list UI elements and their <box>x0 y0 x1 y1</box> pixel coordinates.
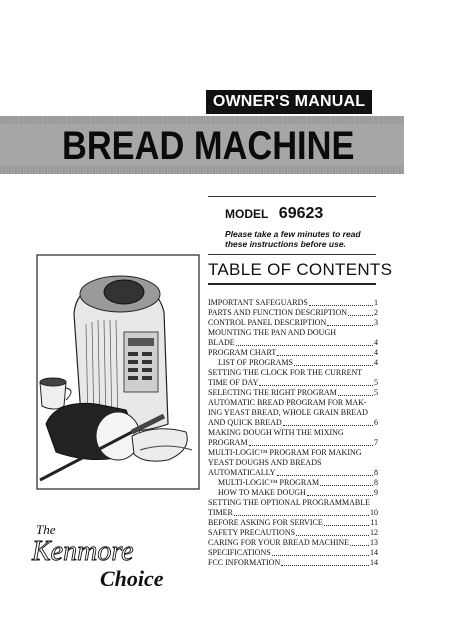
leader-dots <box>309 305 373 306</box>
toc-page-number: 14 <box>370 558 378 567</box>
toc-page-number: 5 <box>374 388 378 397</box>
toc-entry <box>208 488 378 498</box>
toc-entry-title: FCC INFORMATION <box>208 558 281 567</box>
toc-entry <box>208 308 378 318</box>
model-line <box>225 205 323 223</box>
toc-page-number: 7 <box>374 438 378 447</box>
leader-dots <box>324 525 370 526</box>
toc-entry-title: SPECIFICATIONS <box>208 548 271 557</box>
leader-dots <box>234 515 369 516</box>
toc-entry <box>208 528 378 538</box>
toc-entry-title: PROGRAM <box>208 438 248 447</box>
toc-entry-title: AND QUICK BREAD <box>208 418 282 427</box>
toc-entry <box>208 348 378 358</box>
model-number: 69623 <box>278 205 324 222</box>
toc-entry-title: SETTING THE CLOCK FOR THE CURRENT <box>208 368 363 377</box>
toc-page-number: 8 <box>374 478 378 487</box>
leader-dots <box>283 425 373 426</box>
toc-entry <box>208 318 378 328</box>
toc-page-number: 11 <box>370 518 378 527</box>
owners-manual-banner: OWNER'S MANUAL <box>206 90 372 114</box>
toc-page-number: 4 <box>374 358 378 367</box>
logo-brand: Kenmore <box>32 536 134 567</box>
toc-entry <box>208 538 378 548</box>
intro-note: Please take a few minutes to read these instructions before use. <box>225 229 361 249</box>
leader-dots <box>350 545 369 546</box>
logo-choice: Choice <box>100 566 164 591</box>
toc-entry-title: ING YEAST BREAD, WHOLE GRAIN BREAD <box>208 408 368 417</box>
toc-page-number: 10 <box>370 508 378 517</box>
toc-page-number: 3 <box>374 318 378 327</box>
bread-machine-illustration-icon <box>36 254 200 490</box>
leader-dots <box>236 345 373 346</box>
toc-page-number: 2 <box>374 308 378 317</box>
toc-page-number: 9 <box>374 488 378 497</box>
toc-entry <box>208 518 378 528</box>
toc-entry-title: PARTS AND FUNCTION DESCRIPTION <box>208 308 348 317</box>
toc-entry-title: PROGRAM CHART <box>208 348 277 357</box>
toc-entry <box>208 548 378 558</box>
toc-entry-title: LIST OF PROGRAMS <box>218 358 293 367</box>
toc-page-number: 14 <box>370 548 378 557</box>
toc-entry-title: TIMER <box>208 508 233 517</box>
leader-dots <box>294 365 373 366</box>
leader-dots <box>277 355 373 356</box>
toc-entry-title: YEAST DOUGHS AND BREADS <box>208 458 322 467</box>
toc-entry-title: BLADE <box>208 338 235 347</box>
leader-dots <box>338 395 373 396</box>
toc-entry-title: MULTI-LOGIC™ PROGRAM <box>218 478 320 487</box>
leader-dots <box>277 475 374 476</box>
leader-dots <box>307 495 373 496</box>
toc-entry-title: SAFETY PRECAUTIONS <box>208 528 296 537</box>
logo-the: The <box>36 522 56 537</box>
leader-dots <box>259 385 373 386</box>
leader-dots <box>272 555 369 556</box>
toc-page-number: 4 <box>374 338 378 347</box>
toc-entry-title: BEFORE ASKING FOR SERVICE <box>208 518 323 527</box>
toc-entry-title: CONTROL PANEL DESCRIPTION <box>208 318 327 327</box>
leader-dots <box>348 315 373 316</box>
leader-dots <box>296 535 369 536</box>
toc-entry <box>208 428 378 448</box>
toc-page-number: 12 <box>370 528 378 537</box>
toc-entry <box>208 498 378 518</box>
toc-entry-title: MAKING DOUGH WITH THE MIXING <box>208 428 344 437</box>
toc-entry-title: CARING FOR YOUR BREAD MACHINE <box>208 538 350 547</box>
toc-entry-title: TIME OF DAY <box>208 378 259 387</box>
divider <box>208 254 376 255</box>
toc-page-number: 5 <box>374 378 378 387</box>
toc-entry-title: IMPORTANT SAFEGUARDS <box>208 298 308 307</box>
leader-dots <box>249 445 373 446</box>
toc-entry-title: AUTOMATICALLY <box>208 468 276 477</box>
toc-page-number: 13 <box>370 538 378 547</box>
toc-entry-title: MULTI-LOGIC™ PROGRAM FOR MAKING <box>208 448 362 457</box>
leader-dots <box>281 565 369 566</box>
divider <box>208 196 376 197</box>
toc-page-number: 8 <box>374 468 378 477</box>
toc-entry-title: MOUNTING THE PAN AND DOUGH <box>208 328 337 337</box>
toc-page-number: 6 <box>374 418 378 427</box>
toc-entry <box>208 358 378 368</box>
toc-entry <box>208 388 378 398</box>
toc-entry <box>208 368 378 388</box>
document-title: BREAD MACHINE <box>62 124 355 168</box>
toc-entry <box>208 398 378 428</box>
toc-entry-title: AUTOMATIC BREAD PROGRAM FOR MAK- <box>208 398 367 407</box>
toc-entry-title: SELECTING THE RIGHT PROGRAM <box>208 388 337 397</box>
model-label: MODEL <box>225 207 269 221</box>
toc-entry <box>208 298 378 308</box>
toc-page-number: 4 <box>374 348 378 357</box>
divider <box>208 283 376 285</box>
table-of-contents <box>208 298 378 568</box>
leader-dots <box>320 485 373 486</box>
leader-dots <box>327 325 373 326</box>
toc-entry-title: HOW TO MAKE DOUGH <box>218 488 306 497</box>
toc-entry <box>208 478 378 488</box>
toc-page-number: 1 <box>374 298 378 307</box>
toc-entry <box>208 558 378 568</box>
kenmore-choice-logo <box>30 520 190 600</box>
toc-entry <box>208 328 378 348</box>
toc-heading: TABLE OF CONTENTS <box>208 260 393 279</box>
toc-entry-title: SETTING THE OPTIONAL PROGRAMMABLE <box>208 498 370 507</box>
toc-entry <box>208 448 378 478</box>
